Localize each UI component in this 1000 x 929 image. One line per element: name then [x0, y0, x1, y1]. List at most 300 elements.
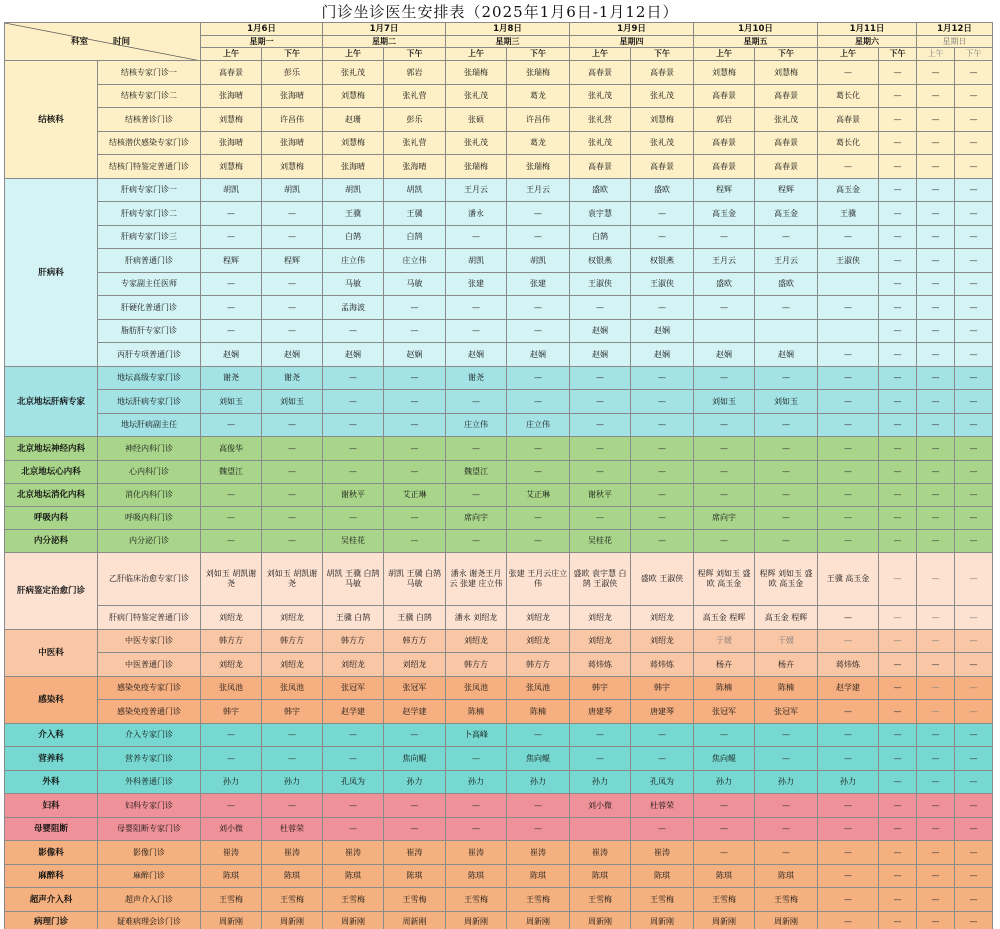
doctor-cell: —	[917, 155, 955, 179]
doctor-cell: —	[955, 61, 993, 85]
doctor-cell: 唐建琴	[631, 700, 694, 724]
doctor-cell: —	[917, 296, 955, 320]
doctor-cell: —	[818, 507, 879, 530]
pm-header: 下午	[262, 48, 323, 61]
doctor-cell: 刘绍龙	[631, 606, 694, 630]
doctor-cell: 胡凯 王骥 白鹄 马敏	[384, 553, 446, 606]
doctor-cell: —	[631, 296, 694, 320]
doctor-cell: 赵珊	[323, 108, 384, 132]
dept-cell: 超声介入科	[5, 888, 98, 912]
doctor-cell: 张海晴	[201, 132, 262, 155]
doctor-cell: 刘如玉	[755, 390, 818, 414]
doctor-cell: —	[446, 296, 507, 320]
doctor-cell: 白鹄	[384, 226, 446, 249]
doctor-cell: 张冠军	[755, 700, 818, 724]
doctor-cell: —	[917, 343, 955, 367]
doctor-cell: —	[570, 390, 631, 414]
doctor-cell: —	[507, 226, 570, 249]
doctor-cell: 马敏	[323, 273, 384, 296]
clinic-cell: 结核普诊门诊	[98, 108, 201, 132]
doctor-cell: —	[507, 390, 570, 414]
doctor-cell: —	[917, 841, 955, 865]
doctor-cell: —	[955, 390, 993, 414]
doctor-cell: 赵学建	[323, 700, 384, 724]
clinic-cell: 中医专家门诊	[98, 630, 201, 653]
doctor-cell: —	[879, 461, 917, 484]
doctor-cell: 谢秋平	[570, 484, 631, 507]
doctor-cell: 赵娴	[262, 343, 323, 367]
doctor-cell: —	[818, 530, 879, 553]
doctor-cell: 高玉金	[818, 179, 879, 202]
date-header: 1月6日	[201, 23, 323, 36]
doctor-cell: 陈琪	[201, 865, 262, 888]
doctor-cell: 程辉	[755, 179, 818, 202]
doctor-cell: —	[507, 818, 570, 841]
doctor-cell: 孙力	[755, 771, 818, 794]
doctor-cell: 张礼营	[570, 108, 631, 132]
doctor-cell: 张瑞梅	[507, 155, 570, 179]
doctor-cell: 葛长化	[818, 132, 879, 155]
dept-cell: 外科	[5, 771, 98, 794]
doctor-cell: —	[818, 367, 879, 390]
doctor-cell: 赵娴	[694, 343, 755, 367]
doctor-cell: 刘慧梅	[694, 61, 755, 85]
doctor-cell: —	[917, 700, 955, 724]
doctor-cell: 盛欧	[570, 179, 631, 202]
doctor-cell: 孟海波	[323, 296, 384, 320]
doctor-cell: 于媛	[755, 630, 818, 653]
doctor-cell: 刘如玉 胡凯谢尧	[201, 553, 262, 606]
doctor-cell: 王雪梅	[262, 888, 323, 912]
dept-cell: 肝病鉴定治愈门诊	[5, 553, 98, 630]
doctor-cell: 王骥 高玉金	[818, 553, 879, 606]
doctor-cell: —	[694, 414, 755, 437]
doctor-cell: 胡凯	[323, 179, 384, 202]
clinic-cell: 肝硬化普通门诊	[98, 296, 201, 320]
doctor-cell: 庄立伟	[384, 249, 446, 273]
doctor-cell: 潘永 谢尧王月云 张建 庄立伟	[446, 553, 507, 606]
doctor-cell: 周新刚	[631, 912, 694, 929]
doctor-cell: —	[818, 630, 879, 653]
doctor-cell: —	[694, 724, 755, 747]
doctor-cell: —	[917, 724, 955, 747]
doctor-cell: 许昌伟	[507, 108, 570, 132]
doctor-cell: 韩方方	[384, 630, 446, 653]
doctor-cell: —	[631, 507, 694, 530]
doctor-cell: 孙力	[507, 771, 570, 794]
doctor-cell: —	[694, 818, 755, 841]
doctor-cell: 张礼茂	[631, 85, 694, 108]
doctor-cell: 崔涛	[384, 841, 446, 865]
doctor-cell: —	[917, 61, 955, 85]
clinic-cell: 结核潜伏感染专家门诊	[98, 132, 201, 155]
doctor-cell: —	[879, 865, 917, 888]
date-header: 1月9日	[570, 23, 694, 36]
doctor-cell: —	[879, 724, 917, 747]
doctor-cell: —	[323, 507, 384, 530]
doctor-cell: —	[631, 484, 694, 507]
doctor-cell: 袁宇慧	[570, 202, 631, 226]
doctor-cell: 高玉金 程辉	[755, 606, 818, 630]
clinic-cell: 丙肝专项普通门诊	[98, 343, 201, 367]
doctor-cell: —	[955, 700, 993, 724]
doctor-cell: 王雪梅	[323, 888, 384, 912]
doctor-cell: —	[955, 724, 993, 747]
doctor-cell: 庄立伟	[507, 414, 570, 437]
doctor-cell: —	[917, 85, 955, 108]
doctor-cell: —	[323, 724, 384, 747]
doctor-cell: —	[201, 273, 262, 296]
doctor-cell: —	[955, 179, 993, 202]
doctor-cell: —	[818, 606, 879, 630]
doctor-cell: 高玉金	[755, 202, 818, 226]
doctor-cell: —	[755, 507, 818, 530]
doctor-cell: 孙力	[446, 771, 507, 794]
doctor-cell: —	[384, 437, 446, 461]
doctor-cell: —	[818, 818, 879, 841]
doctor-cell: 艾正琳	[384, 484, 446, 507]
doctor-cell: —	[879, 771, 917, 794]
doctor-cell: —	[384, 296, 446, 320]
clinic-cell: 专家副主任医师	[98, 273, 201, 296]
doctor-cell: —	[631, 461, 694, 484]
doctor-cell: —	[694, 437, 755, 461]
doctor-cell: 杨卉	[694, 653, 755, 677]
doctor-cell: —	[917, 414, 955, 437]
doctor-cell: 彭乐	[262, 61, 323, 85]
doctor-cell: 高春景	[694, 85, 755, 108]
doctor-cell: —	[955, 296, 993, 320]
doctor-cell: 张礼茂	[570, 132, 631, 155]
doctor-cell: 韩方方	[201, 630, 262, 653]
doctor-cell: 刘绍龙	[570, 606, 631, 630]
dept-cell: 营养科	[5, 747, 98, 771]
doctor-cell: —	[755, 530, 818, 553]
doctor-cell: 张海晴	[323, 155, 384, 179]
doctor-cell: —	[262, 202, 323, 226]
doctor-cell: 谢秋平	[323, 484, 384, 507]
clinic-cell: 脂肪肝专家门诊	[98, 320, 201, 343]
doctor-cell: —	[917, 553, 955, 606]
weekday-header: 星期三	[446, 36, 570, 48]
doctor-cell: —	[917, 273, 955, 296]
doctor-cell: —	[384, 794, 446, 818]
doctor-cell: 郭岩	[694, 108, 755, 132]
doctor-cell	[755, 320, 818, 343]
doctor-cell: —	[917, 132, 955, 155]
doctor-cell: —	[755, 794, 818, 818]
doctor-cell: —	[917, 108, 955, 132]
clinic-cell: 结核专家门诊一	[98, 61, 201, 85]
doctor-cell: —	[694, 484, 755, 507]
doctor-cell: 张建	[507, 273, 570, 296]
doctor-cell: —	[384, 367, 446, 390]
doctor-cell: 蒋炜炼	[631, 653, 694, 677]
doctor-cell: 周新刚	[384, 912, 446, 929]
doctor-cell: —	[879, 108, 917, 132]
doctor-cell: —	[818, 226, 879, 249]
clinic-cell: 肝病专家门诊三	[98, 226, 201, 249]
time-axis-label: 时间	[113, 37, 131, 47]
doctor-cell: —	[879, 606, 917, 630]
doctor-cell: 张礼茂	[446, 132, 507, 155]
doctor-cell: —	[879, 484, 917, 507]
doctor-cell: —	[955, 132, 993, 155]
doctor-cell: —	[879, 249, 917, 273]
schedule-table	[4, 22, 993, 929]
doctor-cell: —	[818, 484, 879, 507]
doctor-cell: 高春景	[818, 108, 879, 132]
date-header: 1月7日	[323, 23, 446, 36]
doctor-cell: 张礼营	[384, 85, 446, 108]
dept-cell: 北京地坛消化内科	[5, 484, 98, 507]
doctor-cell: 张瑞梅	[507, 61, 570, 85]
doctor-cell: 张海晴	[262, 85, 323, 108]
doctor-cell: 韩宇	[570, 677, 631, 700]
doctor-cell: —	[570, 367, 631, 390]
doctor-cell: —	[384, 320, 446, 343]
doctor-cell: 崔涛	[262, 841, 323, 865]
dept-cell: 肝病科	[5, 179, 98, 367]
doctor-cell: —	[917, 320, 955, 343]
doctor-cell: 张海晴	[262, 132, 323, 155]
doctor-cell: —	[694, 461, 755, 484]
doctor-cell: 彭乐	[384, 108, 446, 132]
doctor-cell: 赵学建	[384, 700, 446, 724]
doctor-cell: 刘慧梅	[201, 108, 262, 132]
am-header: 上午	[323, 48, 384, 61]
doctor-cell: 胡凯	[201, 179, 262, 202]
doctor-cell: 刘绍龙	[446, 630, 507, 653]
doctor-cell: 杨卉	[755, 653, 818, 677]
doctor-cell: —	[631, 390, 694, 414]
doctor-cell: —	[955, 507, 993, 530]
doctor-cell: 赵娴	[570, 320, 631, 343]
doctor-cell: —	[879, 343, 917, 367]
doctor-cell: 刘慧梅	[323, 85, 384, 108]
clinic-cell: 心内科门诊	[98, 461, 201, 484]
doctor-cell: —	[755, 818, 818, 841]
doctor-cell: 王月云	[755, 249, 818, 273]
doctor-cell: —	[955, 530, 993, 553]
doctor-cell: —	[917, 677, 955, 700]
doctor-cell: —	[955, 202, 993, 226]
doctor-cell: —	[570, 414, 631, 437]
doctor-cell: —	[955, 553, 993, 606]
doctor-cell: 崔涛	[201, 841, 262, 865]
doctor-cell: 白鹄	[570, 226, 631, 249]
doctor-cell: 高春景	[755, 155, 818, 179]
doctor-cell: —	[755, 414, 818, 437]
doctor-cell: 韩宇	[262, 700, 323, 724]
doctor-cell	[570, 818, 631, 841]
doctor-cell: 高俊华	[201, 437, 262, 461]
doctor-cell: 王雪梅	[755, 888, 818, 912]
doctor-cell: —	[262, 794, 323, 818]
doctor-cell: 胡凯	[507, 249, 570, 273]
doctor-cell: —	[446, 484, 507, 507]
doctor-cell: 刘绍龙	[631, 630, 694, 653]
dept-cell: 介入科	[5, 724, 98, 747]
doctor-cell: 刘慧梅	[201, 155, 262, 179]
doctor-cell: —	[384, 507, 446, 530]
doctor-cell: 王雪梅	[201, 888, 262, 912]
doctor-cell: —	[631, 202, 694, 226]
doctor-cell: —	[879, 320, 917, 343]
doctor-cell: —	[262, 273, 323, 296]
doctor-cell: —	[955, 630, 993, 653]
doctor-cell: —	[262, 507, 323, 530]
doctor-cell: 谢尧	[201, 367, 262, 390]
doctor-cell: —	[507, 530, 570, 553]
doctor-cell: 孙力	[818, 771, 879, 794]
doctor-cell: —	[755, 226, 818, 249]
doctor-cell: —	[262, 461, 323, 484]
dept-cell: 中医科	[5, 630, 98, 677]
doctor-cell: —	[917, 179, 955, 202]
am-header: 上午	[694, 48, 755, 61]
doctor-cell: 周新刚	[201, 912, 262, 929]
pm-header: 下午	[955, 48, 993, 61]
doctor-cell: —	[201, 320, 262, 343]
doctor-cell: —	[955, 85, 993, 108]
header-corner	[5, 23, 201, 61]
doctor-cell: —	[446, 747, 507, 771]
doctor-cell: 赵娴	[631, 343, 694, 367]
doctor-cell: 王月云	[446, 179, 507, 202]
doctor-cell: —	[955, 273, 993, 296]
doctor-cell: —	[879, 437, 917, 461]
doctor-cell: 蒋炜炼	[570, 653, 631, 677]
doctor-cell: —	[879, 202, 917, 226]
doctor-cell: —	[917, 653, 955, 677]
doctor-cell: —	[694, 296, 755, 320]
doctor-cell: —	[201, 530, 262, 553]
doctor-cell: 张凤池	[446, 677, 507, 700]
doctor-cell: —	[384, 390, 446, 414]
doctor-cell: —	[818, 912, 879, 929]
doctor-cell: —	[879, 818, 917, 841]
doctor-cell: 胡凯	[384, 179, 446, 202]
dept-cell: 妇科	[5, 794, 98, 818]
doctor-cell: —	[323, 747, 384, 771]
doctor-cell: 盛欧	[755, 273, 818, 296]
pm-header: 下午	[755, 48, 818, 61]
doctor-cell: —	[879, 132, 917, 155]
doctor-cell: —	[201, 296, 262, 320]
doctor-cell: —	[917, 249, 955, 273]
pm-header: 下午	[879, 48, 917, 61]
doctor-cell: —	[917, 888, 955, 912]
doctor-cell: 周新刚	[507, 912, 570, 929]
doctor-cell: 孙力	[201, 771, 262, 794]
dept-cell: 内分泌科	[5, 530, 98, 553]
doctor-cell: 潘永 刘绍龙	[446, 606, 507, 630]
doctor-cell: 潘永	[446, 202, 507, 226]
doctor-cell: —	[262, 530, 323, 553]
doctor-cell: 葛长化	[818, 85, 879, 108]
doctor-cell: —	[879, 155, 917, 179]
doctor-cell: 吴桂花	[570, 530, 631, 553]
doctor-cell: —	[818, 724, 879, 747]
doctor-cell: 刘慧梅	[323, 132, 384, 155]
date-header: 1月8日	[446, 23, 570, 36]
doctor-cell: —	[262, 724, 323, 747]
doctor-cell: 赵娴	[446, 343, 507, 367]
doctor-cell: —	[879, 61, 917, 85]
doctor-cell: 魏望江	[446, 461, 507, 484]
doctor-cell	[694, 320, 755, 343]
clinic-cell: 妇科专家门诊	[98, 794, 201, 818]
doctor-cell: —	[879, 296, 917, 320]
doctor-cell: —	[818, 747, 879, 771]
doctor-cell: —	[955, 771, 993, 794]
doctor-cell: —	[323, 414, 384, 437]
doctor-cell: —	[818, 343, 879, 367]
doctor-cell: 张海晴	[384, 155, 446, 179]
doctor-cell: 刘绍龙	[262, 653, 323, 677]
doctor-cell: 张礼茂	[323, 61, 384, 85]
clinic-cell: 肝病专家门诊二	[98, 202, 201, 226]
am-header: 上午	[818, 48, 879, 61]
doctor-cell: —	[384, 724, 446, 747]
doctor-cell: 杜蓉荣	[262, 818, 323, 841]
doctor-cell: 高春景	[755, 85, 818, 108]
doctor-cell: —	[818, 437, 879, 461]
doctor-cell: 谢尧	[446, 367, 507, 390]
doctor-cell: —	[879, 888, 917, 912]
doctor-cell: —	[755, 841, 818, 865]
doctor-cell: 庄立伟	[446, 414, 507, 437]
doctor-cell: 刘如玉	[201, 390, 262, 414]
clinic-cell: 结核专家门诊二	[98, 85, 201, 108]
doctor-cell: 陈琪	[755, 865, 818, 888]
doctor-cell: —	[323, 461, 384, 484]
doctor-cell: 周新刚	[694, 912, 755, 929]
doctor-cell: —	[879, 747, 917, 771]
doctor-cell: 谢尧	[262, 367, 323, 390]
clinic-cell: 超声介入门诊	[98, 888, 201, 912]
doctor-cell: —	[384, 818, 446, 841]
doctor-cell: 张礼茂	[631, 132, 694, 155]
doctor-cell: 王雪梅	[631, 888, 694, 912]
clinic-cell: 营养专家门诊	[98, 747, 201, 771]
doctor-cell: 程辉	[262, 249, 323, 273]
clinic-cell: 感染免疫专家门诊	[98, 677, 201, 700]
doctor-cell: 孔凤为	[631, 771, 694, 794]
doctor-cell: —	[507, 296, 570, 320]
doctor-cell: —	[631, 747, 694, 771]
weekday-header: 星期六	[818, 36, 917, 48]
doctor-cell: —	[570, 724, 631, 747]
pm-header: 下午	[384, 48, 446, 61]
doctor-cell: —	[507, 437, 570, 461]
doctor-cell: —	[917, 226, 955, 249]
doctor-cell: 于媛	[694, 630, 755, 653]
doctor-cell: 王月云	[507, 179, 570, 202]
doctor-cell: 高春景	[694, 155, 755, 179]
doctor-cell: 韩方方	[323, 630, 384, 653]
doctor-cell: —	[323, 390, 384, 414]
doctor-cell: —	[201, 794, 262, 818]
doctor-cell: 陈琪	[694, 865, 755, 888]
doctor-cell: —	[917, 507, 955, 530]
doctor-cell: —	[201, 724, 262, 747]
pm-header: 下午	[507, 48, 570, 61]
doctor-cell: 陈琪	[570, 865, 631, 888]
doctor-cell: 盛欧 袁宇慧 白鹄 王淑侠	[570, 553, 631, 606]
doctor-cell: —	[818, 414, 879, 437]
